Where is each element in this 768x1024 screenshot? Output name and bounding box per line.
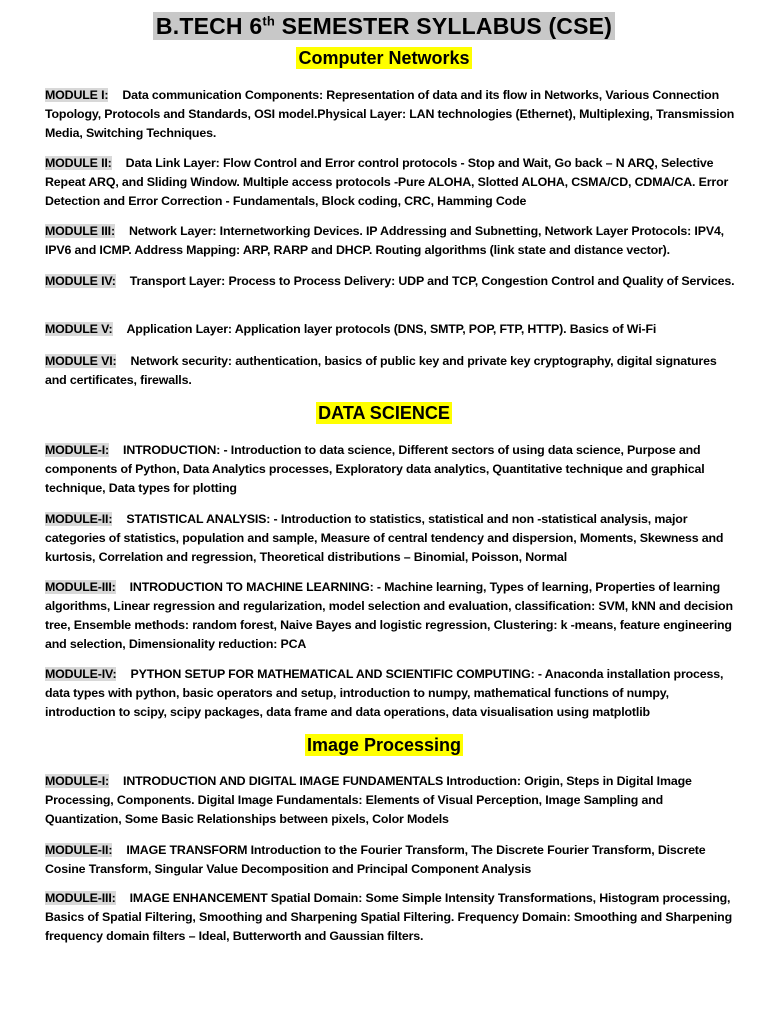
module-text: Application Layer: Application layer protocols (DNS, SMTP, POP, FTP, HTTP). Basics of Wi-Fi [126, 322, 657, 336]
section-heading-image-processing [0, 735, 768, 756]
module-label: MODULE I: [45, 88, 109, 102]
module-label: MODULE II: [45, 156, 112, 170]
module-block [45, 154, 735, 211]
module-text: Data Link Layer: Flow Control and Error control protocols - Stop and Wait, Go back – N ARQ, Selective Repeat ARQ, and Sliding Window. Multiple access protocols -Pure ALOHA, Slotted ALOHA, CSMA/CD, CDMA/CA. Error Detection and Error Correction - Fundamentals, Block coding, CRC, Hamming Code [45, 156, 729, 208]
module-text: PYTHON SETUP FOR MATHEMATICAL AND SCIENTIFIC COMPUTING: - Anaconda installation process, data types with python, basic operators and setup, introduction to numpy, mathematical functions of numpy, introduction to scipy, scipy packages, data frame and data operations, data visualisation using matplotlib [45, 667, 724, 719]
module-label: MODULE-I: [45, 443, 110, 457]
module-block [45, 320, 735, 339]
module-label: MODULE III: [45, 224, 115, 238]
module-block [45, 665, 735, 722]
page-title-highlight [153, 12, 615, 40]
module-block [45, 772, 735, 829]
module-block [45, 841, 735, 879]
module-text: Data communication Components: Representation of data and its flow in Networks, Various Connection Topology, Protocols and Standards, OSI model.Physical Layer: LAN technologies (Ethernet), Multiplexing, Transmission Media, Switching Techniques. [45, 88, 735, 140]
module-label: MODULE-III: [45, 580, 116, 594]
module-label: MODULE-I: [45, 774, 110, 788]
module-text: Network Layer: Internetworking Devices. IP Addressing and Subnetting, Network Layer Protocols: IPV4, IPV6 and ICMP. Address Mapping: ARP, RARP and DHCP. Routing algorithms (link state and distance vector). [45, 224, 724, 257]
page-title [0, 13, 768, 40]
module-text: STATISTICAL ANALYSIS: - Introduction to statistics, statistical and non -statistical analysis, major categories of statistics, population and sample, Measure of central tendency and dispersion, Moments, Skewness and kurtosis, Correlation and regression, Theoretical distributions – Binomial, Poisson, Normal [45, 512, 724, 564]
title-superscript: th [262, 13, 275, 29]
module-text: INTRODUCTION: - Introduction to data science, Different sectors of using data science, Purpose and components of Python, Data Analytics processes, Exploratory data analytics, Quantitative technique and graphical technique, Data types for plotting [45, 443, 705, 495]
title-rest: SEMESTER SYLLABUS (CSE) [275, 13, 613, 39]
section-heading-text: DATA SCIENCE [318, 403, 450, 423]
section-heading-text: Computer Networks [298, 48, 470, 68]
module-text: IMAGE TRANSFORM Introduction to the Fourier Transform, The Discrete Fourier Transform, Discrete Cosine Transform, Singular Value Decomposition and Principal Component Analysis [45, 843, 706, 876]
module-block [45, 510, 735, 567]
section-heading-computer-networks [0, 48, 768, 69]
section-heading-data-science [0, 403, 768, 424]
module-block [45, 272, 735, 291]
module-block [45, 578, 735, 654]
module-block [45, 86, 735, 143]
module-label: MODULE-II: [45, 843, 113, 857]
module-text: Transport Layer: Process to Process Delivery: UDP and TCP, Congestion Control and Quality of Services. [129, 274, 735, 288]
module-text: INTRODUCTION AND DIGITAL IMAGE FUNDAMENTALS Introduction: Origin, Steps in Digital Image Processing, Components. Digital Image Fundamentals: Elements of Visual Perception, Image Sampling and Quantization, Some Basic Relationships between pixels, Color Models [45, 774, 692, 826]
module-label: MODULE IV: [45, 274, 116, 288]
module-label: MODULE-IV: [45, 667, 117, 681]
module-label: MODULE V: [45, 322, 113, 336]
module-text: IMAGE ENHANCEMENT Spatial Domain: Some Simple Intensity Transformations, Histogram processing, Basics of Spatial Filtering, Smoothing and Sharpening Spatial Filtering. Frequency Domain: Smoothing and Sharpening frequency domain filters – Ideal, Butterworth and Gaussian filters. [45, 891, 733, 943]
module-label: MODULE VI: [45, 354, 117, 368]
module-block [45, 352, 735, 390]
module-text: Network security: authentication, basics of public key and private key cryptography, digital signatures and certificates, firewalls. [45, 354, 717, 387]
module-label: MODULE-II: [45, 512, 113, 526]
module-block [45, 889, 735, 946]
title-main: B.TECH 6 [155, 13, 263, 39]
module-label: MODULE-III: [45, 891, 116, 905]
module-block [45, 222, 735, 260]
module-block [45, 441, 735, 498]
module-text: INTRODUCTION TO MACHINE LEARNING: - Machine learning, Types of learning, Properties of learning algorithms, Linear regression and regularization, model selection and evaluation, classification: SVM, kNN and decision tree, Ensemble methods: random forest, Naive Bayes and logistic regression, Clustering: k -means, feature engineering and selection, Dimensionality reduction: PCA [45, 580, 733, 651]
section-heading-text: Image Processing [306, 735, 462, 755]
